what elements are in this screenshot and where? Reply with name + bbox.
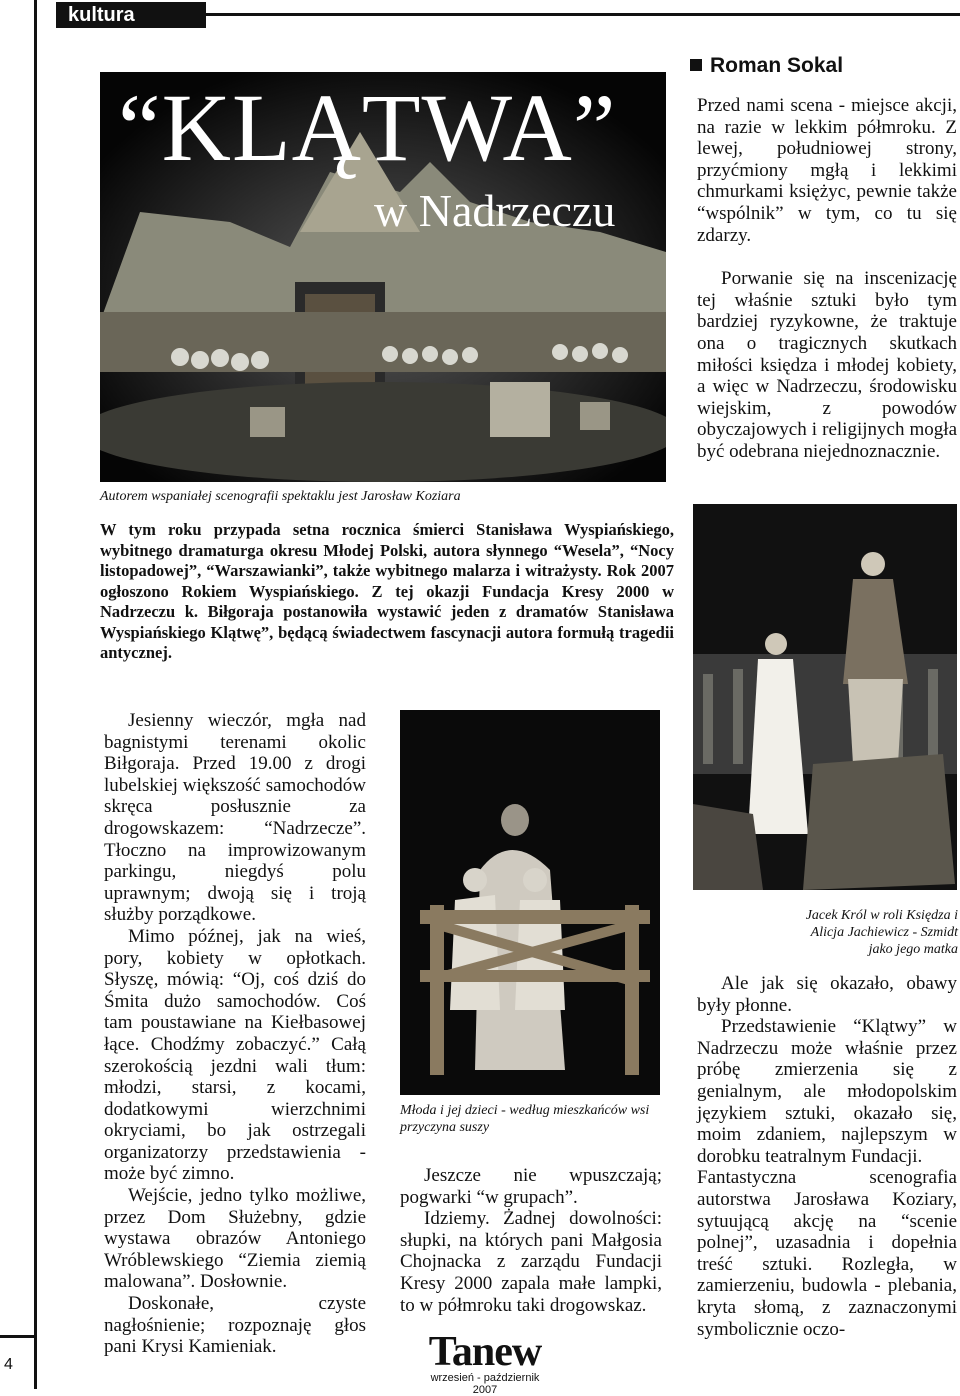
middle-column-text (400, 1165, 662, 1316)
priest-mother-image (693, 504, 957, 890)
logo-name: Tanew (428, 1329, 542, 1375)
author-name: Roman Sokal (710, 54, 844, 77)
mother-children-image (400, 710, 660, 1095)
hero-caption: Autorem wspaniałej scenografii spektaklu jest Jarosław Koziara (100, 489, 461, 504)
section-tab: kultura (56, 2, 206, 28)
page-number-rule (0, 1335, 34, 1338)
right-top-text (697, 95, 957, 463)
right-bottom-text (697, 973, 957, 1340)
paragraph: Mimo późnej, jak na wieś, pory, kobiety w opłotkach. Słyszę, mówią: “Oj, coś dziś do Śmita dużo samochodów. Coś tam poustawiane na Kiełbasowej łące. Chodźmy zobaczyć.” Całą szerokością jezdni wali tłum: młodzi, starsi, z kocami, dodatkowymi wierzchnimi okryciami, bo jak ostrzegali organizatorzy przedstawienia - może być zimno. (104, 925, 366, 1185)
article-subtitle: w Nadrzeczu (374, 185, 616, 236)
paragraph: Doskonałe, czyste nagłośnienie; rozpoznaję głos pani Krysi Kamieniak. (104, 1293, 366, 1358)
bullet-square-icon (690, 59, 702, 71)
paragraph: Jeszcze nie wpuszczają; pogwarki “w grupach”. (400, 1165, 662, 1208)
magazine-logo (420, 1330, 550, 1396)
left-column-text (104, 710, 366, 1358)
article-title: “KLĄTWA” (118, 74, 617, 181)
paragraph: Porwanie się na inscenizację tej właśnie sztuki było tym bardziej ryzykowne, że traktuje ona o tragicznych skutkach miłości księdza i młodej kobiety, a więc w Nadrzeczu, środowisku wiejskim, z powodów obyczajowych i religijnych mogła być odebrana niejednoznacznie. (697, 268, 957, 462)
author-byline (690, 54, 843, 78)
paragraph: Przedstawienie “Klątwy” w Nadrzeczu może właśnie przez próbę zmierzenia się z genialnym, ale młodopolskim językiem sztuki, okazało się, moim zdaniem, najlepszym w dorobku teatralnym Fundacji. (697, 1016, 957, 1167)
middle-caption: Młoda i jej dzieci - według mieszkańców wsi przyczyna suszy (400, 1103, 650, 1135)
middle-photo (400, 710, 660, 1095)
page-margin-rule (34, 0, 37, 1389)
page-number: 4 (4, 1356, 13, 1373)
lead-paragraph: W tym roku przypada setna rocznica śmierci Stanisława Wyspiańskiego, wybitnego dramaturga okresu Młodej Polski, autora słynnego “Wesela”, “Nocy listopadowej”, “Warszawianki”, także wybitnego malarza i witrażysty. Rok 2007 ogłoszono Rokiem Wyspiańskiego. Z tej okazji Fundacja Kresy 2000 w Nadrzeczu k. Biłgoraja postanowiła wystawić jeden z dramatów Stanisława Wyspiańskiego Klątwę”, będącą świadectwem fascynacji autora formułą tragedii antycznej. (100, 520, 674, 662)
right-caption: Jacek Król w roli Księdza i Alicja Jachiewicz - Szmidt jako jego matka (805, 908, 958, 957)
paragraph: Wejście, jedno tylko możliwe, przez Dom Służebny, gdzie wystawa obrazów Antoniego Wróblewskiego “Ziemia ziemią malowana”. Dosłownie. (104, 1185, 366, 1293)
issue-date: wrzesień - październik 2007 (430, 1372, 540, 1396)
hero-title-block (118, 74, 658, 236)
header-rule (206, 13, 960, 16)
right-photo (693, 504, 957, 890)
paragraph: Idziemy. Żadnej dowolności: słupki, na których pani Małgosia Chojnacka z zarządu Fundacji Kresy 2000 zapala małe lampki, to w półmroku taki drogowskaz. (400, 1208, 662, 1316)
paragraph: Przed nami scena - miejsce akcji, na razie w lekkim półmroku. Z lewej, południowej strony, przyćmiony mgłą i lekkimi chmurkami księżyc, pewnie także “wspólnik” w tym, co tu się zdarzy. (697, 95, 957, 246)
paragraph: Ale jak się okazało, obawy były płonne. (697, 973, 957, 1016)
paragraph: Fantastyczna scenografia autorstwa Jarosława Koziary, sytuującą akcję na “scenie polnej”, uzasadnia i dopełnia treść sztuki. Rozległa, w zamierzeniu, budowla - plebania, kryta słomą, z zaznaczonymi symbolicznie oczo- (697, 1167, 957, 1340)
paragraph: Jesienny wieczór, mgła nad bagnistymi terenami okolic Biłgoraja. Przed 19.00 z drogi lubelskiej większość samochodów skręca posłusznie za drogowskazem: “Nadrzecze”. Tłoczno na improwizowanym parkingu, niegdyś polu uprawnym; dwoją się i troją służby porządkowe. (104, 710, 366, 926)
